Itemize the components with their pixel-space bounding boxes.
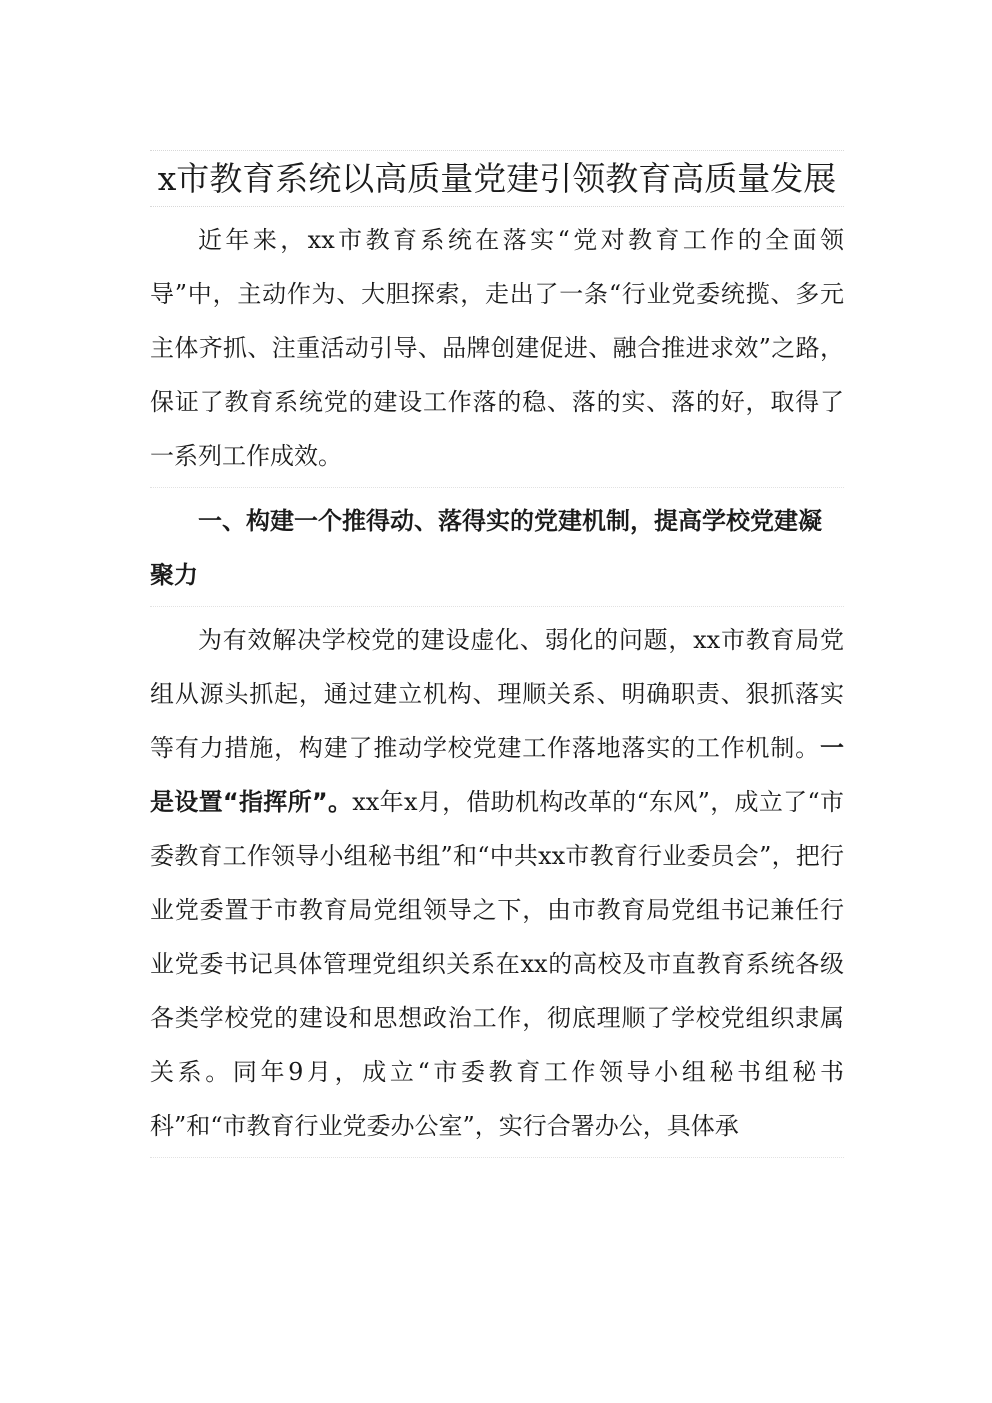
intro-paragraph: 近年来，xx市教育系统在落实“党对教育工作的全面领导”中，主动作为、大胆探索，走出了一条“行业党委统揽、多元主体齐抓、注重活动引导、品牌创建促进、融合推进求效”之路，保证了教育系统党的建设工作落的稳、落的实、落的好，取得了一系列工作成效。 — [150, 213, 844, 488]
section-paragraph-emphasis: 一是设置“指挥所”。 — [150, 734, 844, 816]
section-heading: 一、构建一个推得动、落得实的党建机制，提高学校党建凝聚力 — [150, 494, 844, 607]
section-paragraph-text-a: 为有效解决学校党的建设虚化、弱化的问题，xx市教育局党组从源头抓起，通过建立机构、理顺关系、明确职责、狠抓落实等有力措施，构建了推动学校党建工作落地落实的工作机制。 — [150, 626, 844, 762]
document-title: x市教育系统以高质量党建引领教育高质量发展 — [150, 150, 844, 207]
section-paragraph — [150, 613, 844, 1158]
document-page — [150, 150, 844, 1158]
section-paragraph-text-b: xx年x月，借助机构改革的“东风”，成立了“市委教育工作领导小组秘书组”和“中共xx市教育行业委员会”，把行业党委置于市教育局党组领导之下，由市教育局党组书记兼任行业党委书记具体管理党组织关系在xx的高校及市直教育系统各级各类学校党的建设和思想政治工作，彻底理顺了学校党组织隶属关系。同年9月，成立“市委教育工作领导小组秘书组秘书科”和“市教育行业党委办公室”，实行合署办公，具体承 — [150, 788, 845, 1140]
